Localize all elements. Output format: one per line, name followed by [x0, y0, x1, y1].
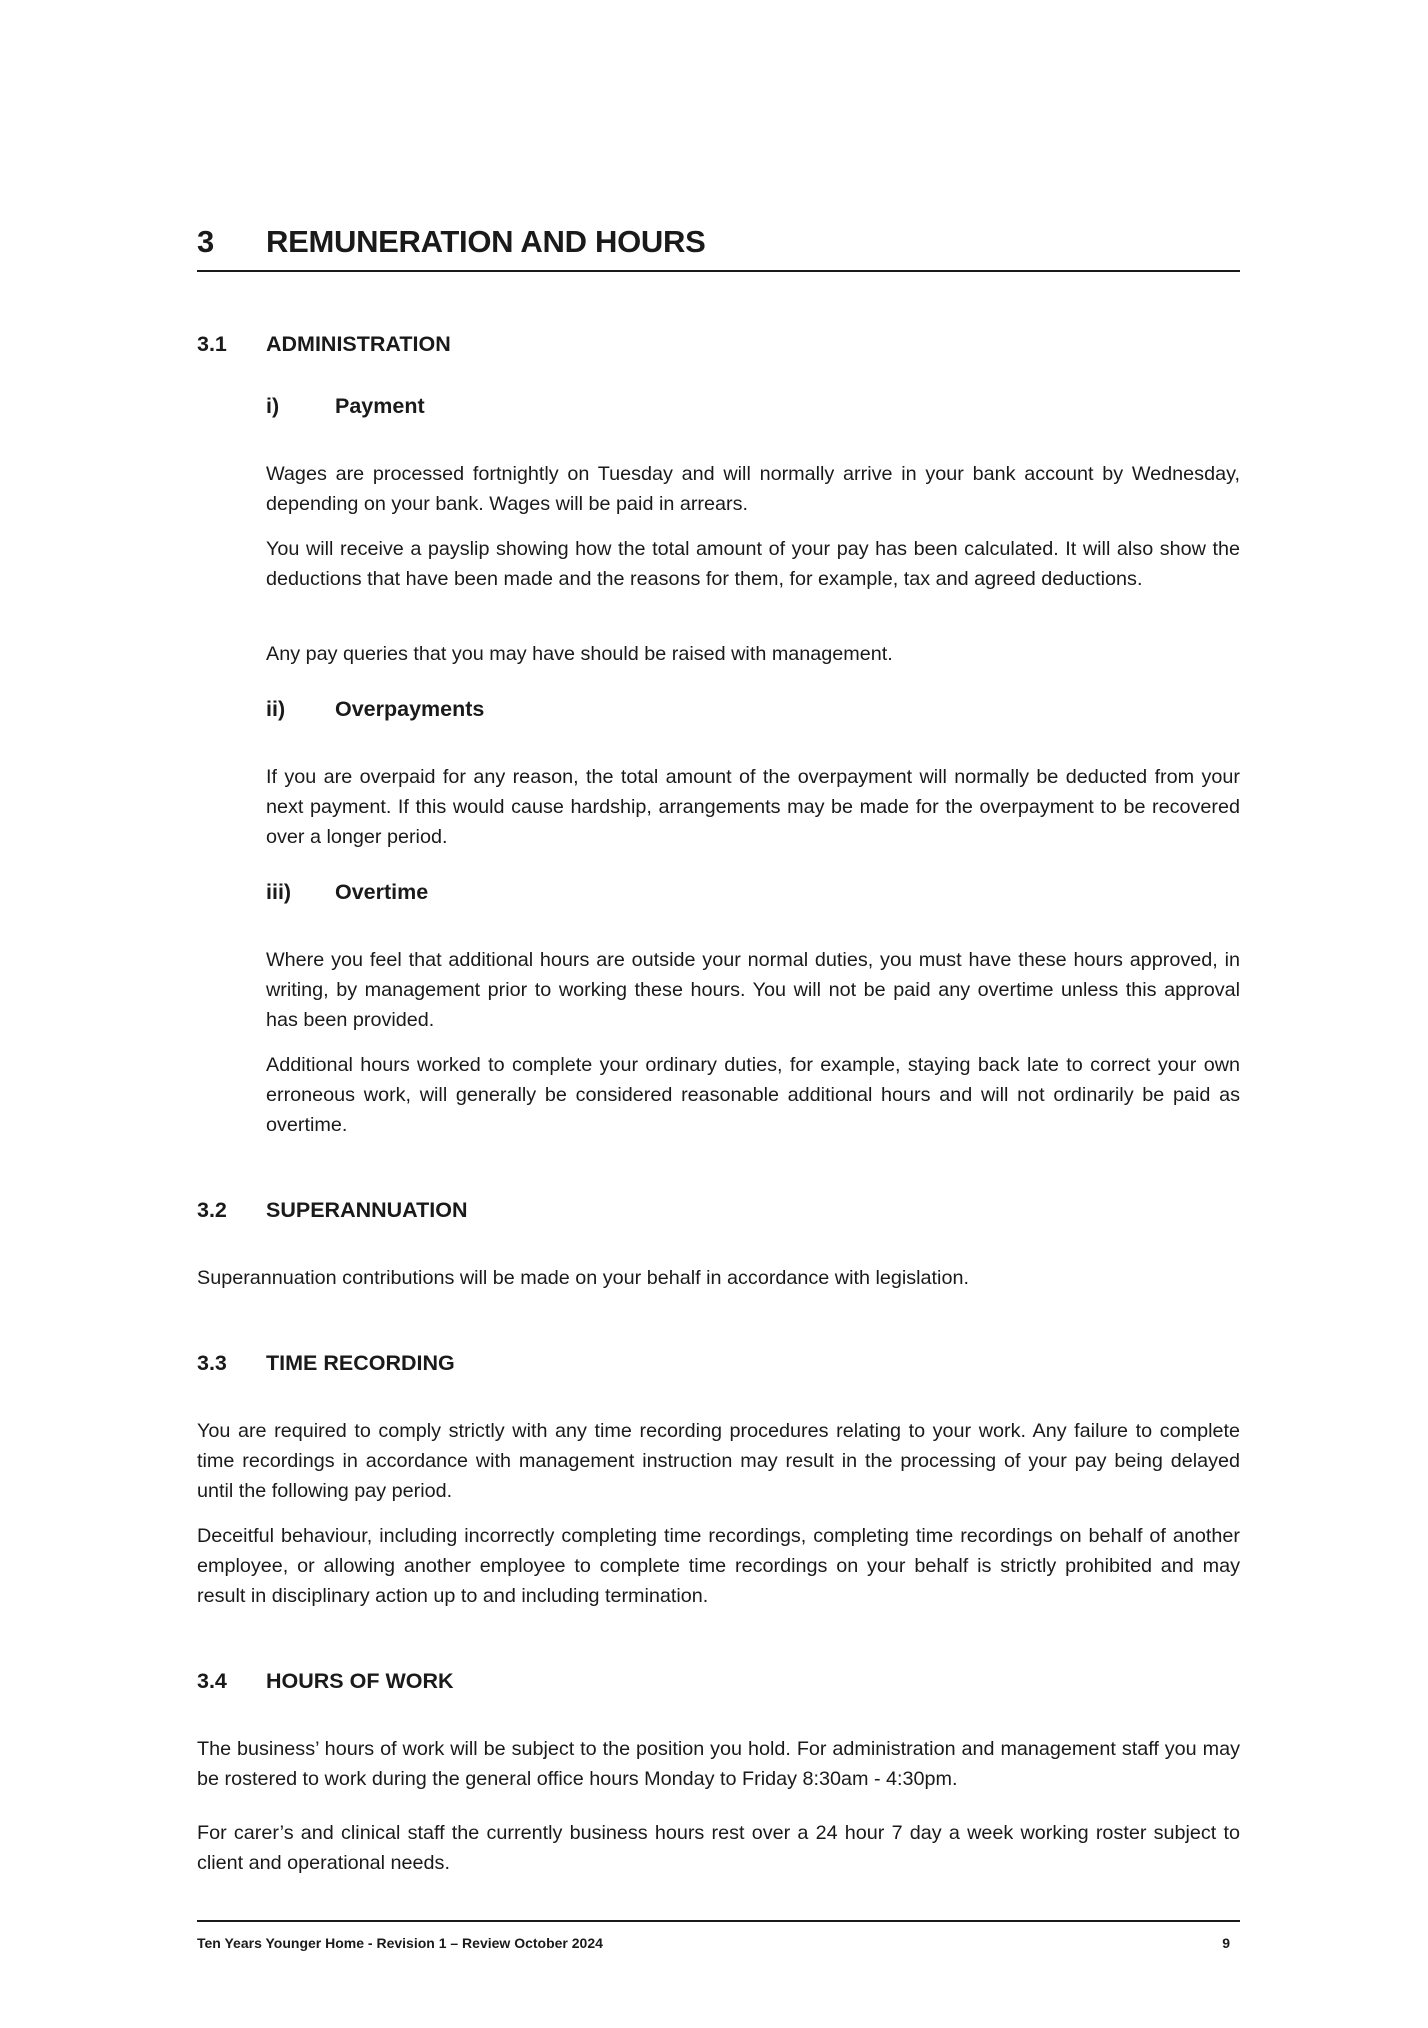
item-number: i): [266, 394, 280, 418]
section-heading: [197, 222, 1240, 272]
footer-page-number: 9: [1222, 1935, 1230, 1951]
subsection-number: 3.4: [197, 1669, 227, 1693]
paragraph-superannuation-1: Superannuation contributions will be made on your behalf in accordance with legislation.: [197, 1267, 969, 1289]
item-number: ii): [266, 697, 286, 721]
paragraph-payment-2: You will receive a payslip showing how the total amount of your pay has been calculated. It will also show the deductions that have been made and the reasons for them, for example, tax and agreed deductions.: [266, 538, 1240, 590]
item-number: iii): [266, 880, 292, 904]
paragraph-overtime-2: Additional hours worked to complete your ordinary duties, for example, staying back late to correct your own erroneous work, will generally be considered reasonable additional hours and will not ordinarily be paid as overtime.: [266, 1054, 1240, 1136]
paragraph-time-recording-1: You are required to comply strictly with any time recording procedures relating to your work. Any failure to complete time recordings in accordance with management instruction may result in the processing of your pay being delayed until the following pay period.: [197, 1420, 1240, 1502]
item-title: Payment: [335, 394, 425, 418]
item-title: Overpayments: [335, 697, 485, 721]
page-footer: [197, 1920, 1240, 1956]
paragraph-payment-1: Wages are processed fortnightly on Tuesday and will normally arrive in your bank account by Wednesday, depending on your bank. Wages will be paid in arrears.: [266, 463, 1240, 515]
subsection-title: SUPERANNUATION: [266, 1198, 468, 1222]
paragraph-hours-of-work-1: The business’ hours of work will be subject to the position you hold. For administration and management staff you may be rostered to work during the general office hours Monday to Friday 8:30am - 4:30pm.: [197, 1738, 1240, 1790]
subsection-number: 3.3: [197, 1351, 227, 1375]
footer-document-title: Ten Years Younger Home - Revision 1 – Review October 2024: [197, 1935, 603, 1951]
paragraph-time-recording-2: Deceitful behaviour, including incorrectly completing time recordings, completing time recordings on behalf of another employee, or allowing another employee to complete time recordings on your behalf is strictly prohibited and may result in disciplinary action up to and including termination.: [197, 1525, 1240, 1607]
subsection-title: ADMINISTRATION: [266, 332, 451, 356]
subsection-title: HOURS OF WORK: [266, 1669, 454, 1693]
paragraph-hours-of-work-2: For carer’s and clinical staff the currently business hours rest over a 24 hour 7 day a week working roster subject to client and operational needs.: [197, 1822, 1240, 1874]
paragraph-payment-3: Any pay queries that you may have should be raised with management.: [266, 643, 893, 665]
subsection-number: 3.2: [197, 1198, 227, 1222]
paragraph-overtime-1: Where you feel that additional hours are outside your normal duties, you must have these hours approved, in writing, by management prior to working these hours. You will not be paid any overtime unless this approval has been provided.: [266, 949, 1240, 1031]
item-title: Overtime: [335, 880, 429, 904]
section-number: 3: [197, 224, 214, 259]
paragraph-overpayments-1: If you are overpaid for any reason, the total amount of the overpayment will normally be deducted from your next payment. If this would cause hardship, arrangements may be made for the overpayment to be recovered over a longer period.: [266, 766, 1240, 848]
subsection-title: TIME RECORDING: [266, 1351, 455, 1375]
section-title: REMUNERATION AND HOURS: [266, 224, 706, 259]
subsection-number: 3.1: [197, 332, 227, 356]
